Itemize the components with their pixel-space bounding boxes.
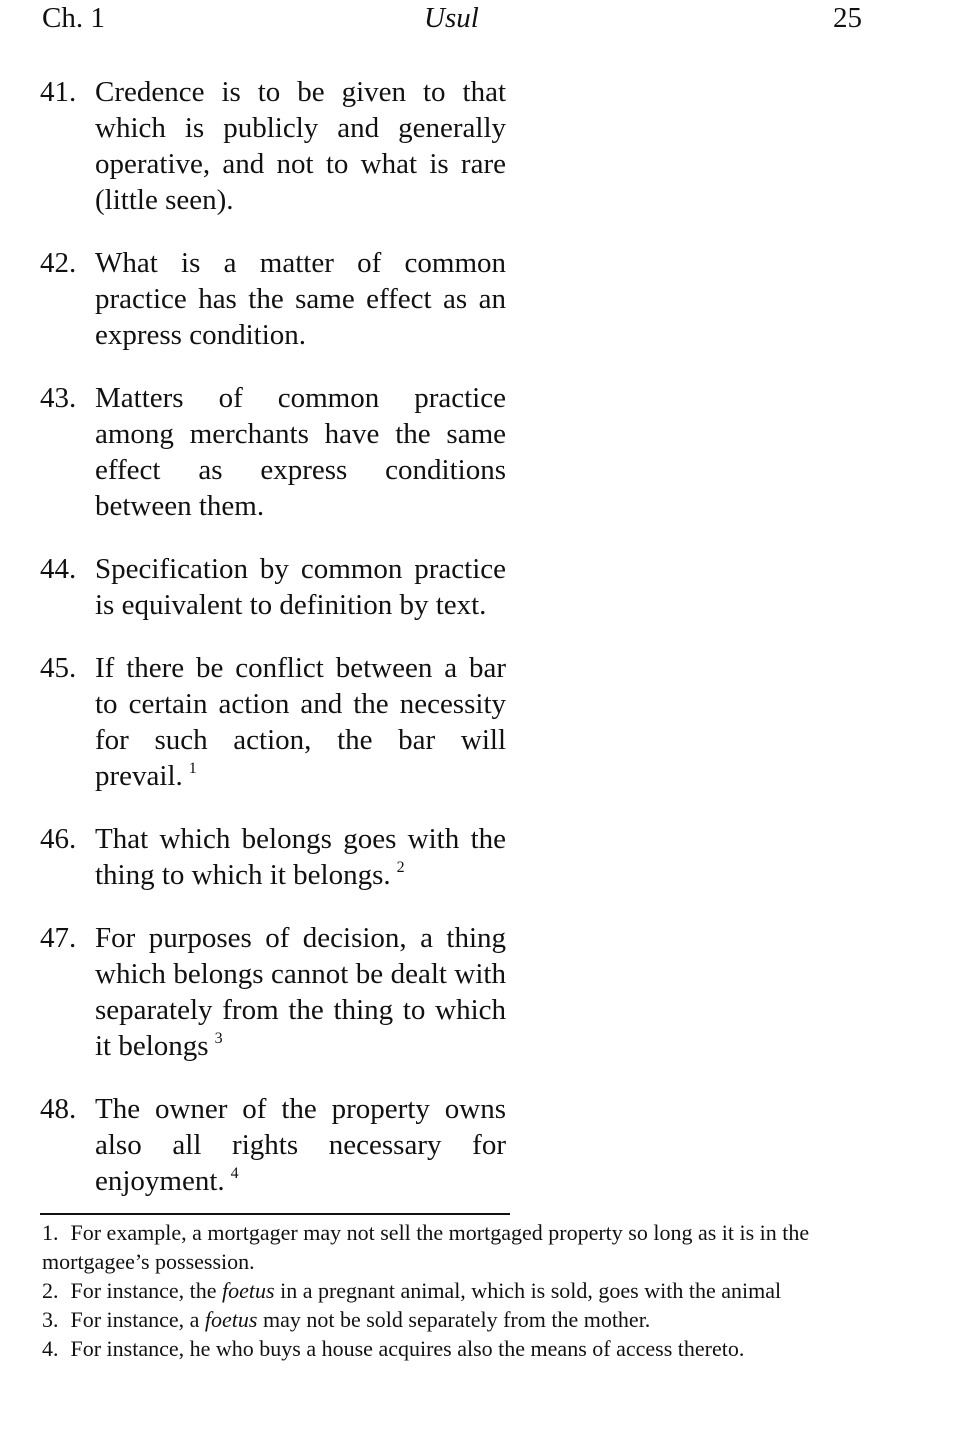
footnote-4: 4. For instance, he who buys a house acquires also the means of access thereto. — [42, 1336, 745, 1361]
chapter-label: Ch. 1 — [42, 2, 105, 34]
maxim-41 — [40, 74, 508, 218]
maxim-text: If there be conflict between a bar to certain action and the necessity for such action, the bar will prevail. $^1$ — [95, 652, 506, 792]
footnote-ref: 3 — [214, 1030, 223, 1047]
running-title: Usul — [424, 2, 479, 34]
maxims-list — [40, 74, 508, 1226]
running-header — [42, 2, 862, 42]
maxim-text: The owner of the property owns also all rights necessary for enjoyment. $^4$ — [95, 1093, 506, 1197]
footnote-divider — [40, 1213, 510, 1215]
maxim-45 — [40, 650, 508, 794]
maxim-48 — [40, 1091, 508, 1199]
maxim-43 — [40, 380, 508, 524]
maxim-number: 46. — [40, 823, 77, 855]
maxim-text: Matters of common practice among merchants have the same effect as express conditions between them. — [95, 382, 506, 522]
maxim-text: What is a matter of common practice has the same effect as an express condition. — [95, 247, 506, 351]
maxim-text: Credence is to be given to that which is publicly and generally operative, and not to what is rare (little seen). — [95, 76, 506, 216]
maxim-number: 44. — [40, 553, 77, 585]
footnote-ref: 2 — [396, 859, 405, 876]
maxim-number: 48. — [40, 1093, 77, 1125]
footnote-3: 3. For instance, a foetus may not be sold separately from the mother. — [42, 1307, 651, 1332]
footnote-2: 2. For instance, the foetus in a pregnant animal, which is sold, goes with the animal — [42, 1278, 782, 1303]
maxim-42 — [40, 245, 508, 353]
maxim-number: 41. — [40, 76, 77, 108]
maxim-number: 47. — [40, 922, 77, 954]
maxim-number: 43. — [40, 382, 77, 414]
footnotes — [42, 1218, 922, 1363]
footnote-ref: 1 — [188, 760, 197, 777]
footnote-ref: 4 — [230, 1165, 239, 1182]
maxim-number: 45. — [40, 652, 77, 684]
maxim-number: 42. — [40, 247, 77, 279]
maxim-text: That which belongs goes with the thing to which it belongs. $^2$ — [95, 823, 506, 891]
footnote-1: 1. For example, a mortgager may not sell the mortgaged property so long as it is in the mortgagee’s possession. — [42, 1220, 810, 1274]
maxim-text: Specification by common practice is equivalent to definition by text. — [95, 553, 506, 621]
maxim-47 — [40, 920, 508, 1064]
maxim-44 — [40, 551, 508, 623]
page-number: 25 — [833, 2, 862, 34]
maxim-text: For purposes of decision, a thing which belongs cannot be dealt with separately from the thing to which it belongs $^3$ — [95, 922, 506, 1062]
maxim-46 — [40, 821, 508, 893]
